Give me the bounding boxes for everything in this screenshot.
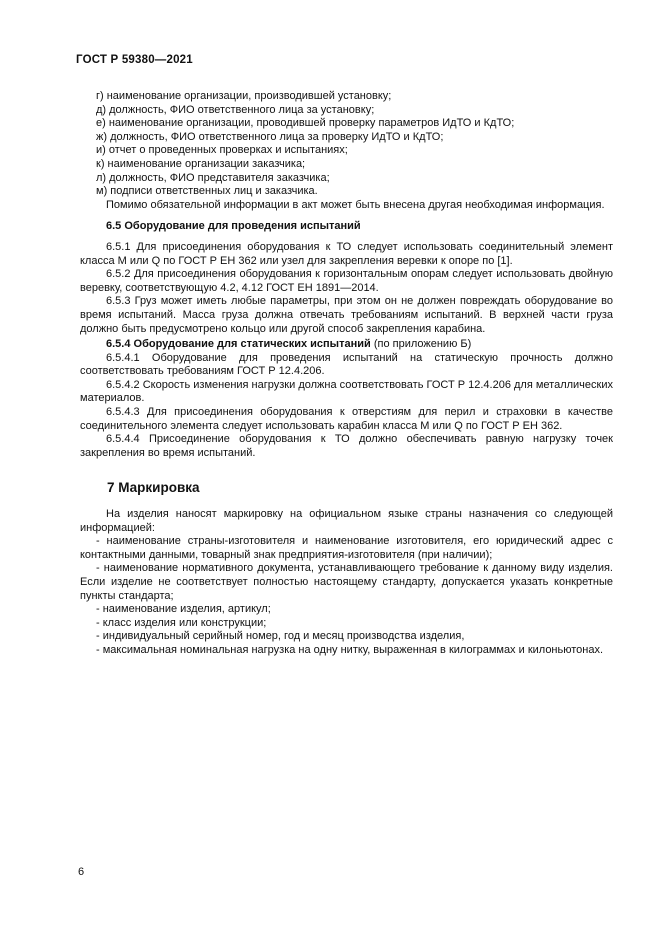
document-code: ГОСТ Р 59380—2021 xyxy=(76,54,193,66)
paragraph-6-5-1: 6.5.1 Для присоединения оборудования к ТО следует использовать соединительный элемент класса М или Q по ГОСТ Р ЕН 362 или узел для закрепления веревки к опоре по [1]. xyxy=(80,240,613,267)
section-7-intro: На изделия наносят маркировку на официальном языке страны назначения со следующей информацией: xyxy=(80,508,613,534)
act-list-item: е) наименование организации, проводившей проверку параметров ИдТО и КдТО; xyxy=(96,117,515,130)
paragraph-6-5-3: 6.5.3 Груз может иметь любые параметры, при этом он не должен повреждать оборудование во время испытаний. Масса груза должна отвечать требованиям испытаний. В верхней части груза должно быть предусмотрено кольцо или другой способ закрепления карабина. xyxy=(80,295,613,335)
subsection-heading-6-5: 6.5 Оборудование для проведения испытаний xyxy=(106,220,361,233)
marking-list-item: - максимальная номинальная нагрузка на одну нитку, выраженная в килограммах и килоньютонах. xyxy=(96,643,604,656)
marking-list-item: - наименование нормативного документа, устанавливающего требование к данному виду изделия. Если изделие не соответствует полностью настоящему стандарту, допускается указать конкретные пункты стандарта; xyxy=(80,562,613,602)
act-list-item: г) наименование организации, производившей установку; xyxy=(96,90,392,102)
document-body xyxy=(80,90,613,658)
act-list-item: д) должность, ФИО ответственного лица за установку; xyxy=(96,103,375,116)
marking-list-item: - индивидуальный серийный номер, год и месяц производства изделия, xyxy=(96,630,465,643)
act-list-item: м) подписи ответственных лиц и заказчика. xyxy=(96,185,318,198)
subsection-heading-6-5-4-rest: (по приложению Б) xyxy=(370,338,472,351)
paragraph-6-5-4-4: 6.5.4.4 Присоединение оборудования к ТО должно обеспечивать равную нагрузку точек закрепления во время испытаний. xyxy=(80,433,613,459)
act-list-item: л) должность, ФИО представителя заказчика; xyxy=(96,171,330,184)
act-list-item: ж) должность, ФИО ответственного лица за проверку ИдТО и КдТО; xyxy=(96,130,444,143)
page-number: 6 xyxy=(78,866,85,878)
subsection-heading-6-5-4-bold: 6.5.4 Оборудование для статических испытаний xyxy=(106,338,371,351)
marking-list-item: - наименование изделия, артикул; xyxy=(96,603,271,616)
act-list-item: и) отчет о проведенных проверках и испытаниях; xyxy=(96,144,348,157)
subsection-heading-6-5-4 xyxy=(80,338,613,352)
marking-list-item: - класс изделия или конструкции; xyxy=(96,616,267,629)
act-note-paragraph: Помимо обязательной информации в акт может быть внесена другая необходимая информация. xyxy=(106,198,605,211)
section-heading-7: 7 Маркировка xyxy=(107,480,200,496)
paragraph-6-5-2: 6.5.2 Для присоединения оборудования к горизонтальным опорам следует использовать двойную веревку, соответствующую 4.2, 4.12 ГОСТ ЕН 1891—2014. xyxy=(80,268,613,294)
act-list-item: к) наименование организации заказчика; xyxy=(96,157,306,170)
paragraph-6-5-4-1: 6.5.4.1 Оборудование для проведения испытаний на статическую прочность должно соответствовать требованиям ГОСТ Р 12.4.206. xyxy=(80,351,613,378)
paragraph-6-5-4-2: 6.5.4.2 Скорость изменения нагрузки должна соответствовать ГОСТ Р 12.4.206 для металлических материалов. xyxy=(80,378,613,405)
paragraph-6-5-4-3: 6.5.4.3 Для присоединения оборудования к отверстиям для перил и страховки в качестве соединительного элемента следует использовать карабин класса М или Q по ГОСТ Р ЕН 362. xyxy=(80,406,613,432)
marking-list-item: - наименование страны-изготовителя и наименование изготовителя, его юридический адрес с контактными данными, товарный знак предприятия-изготовителя (при наличии); xyxy=(80,535,613,561)
